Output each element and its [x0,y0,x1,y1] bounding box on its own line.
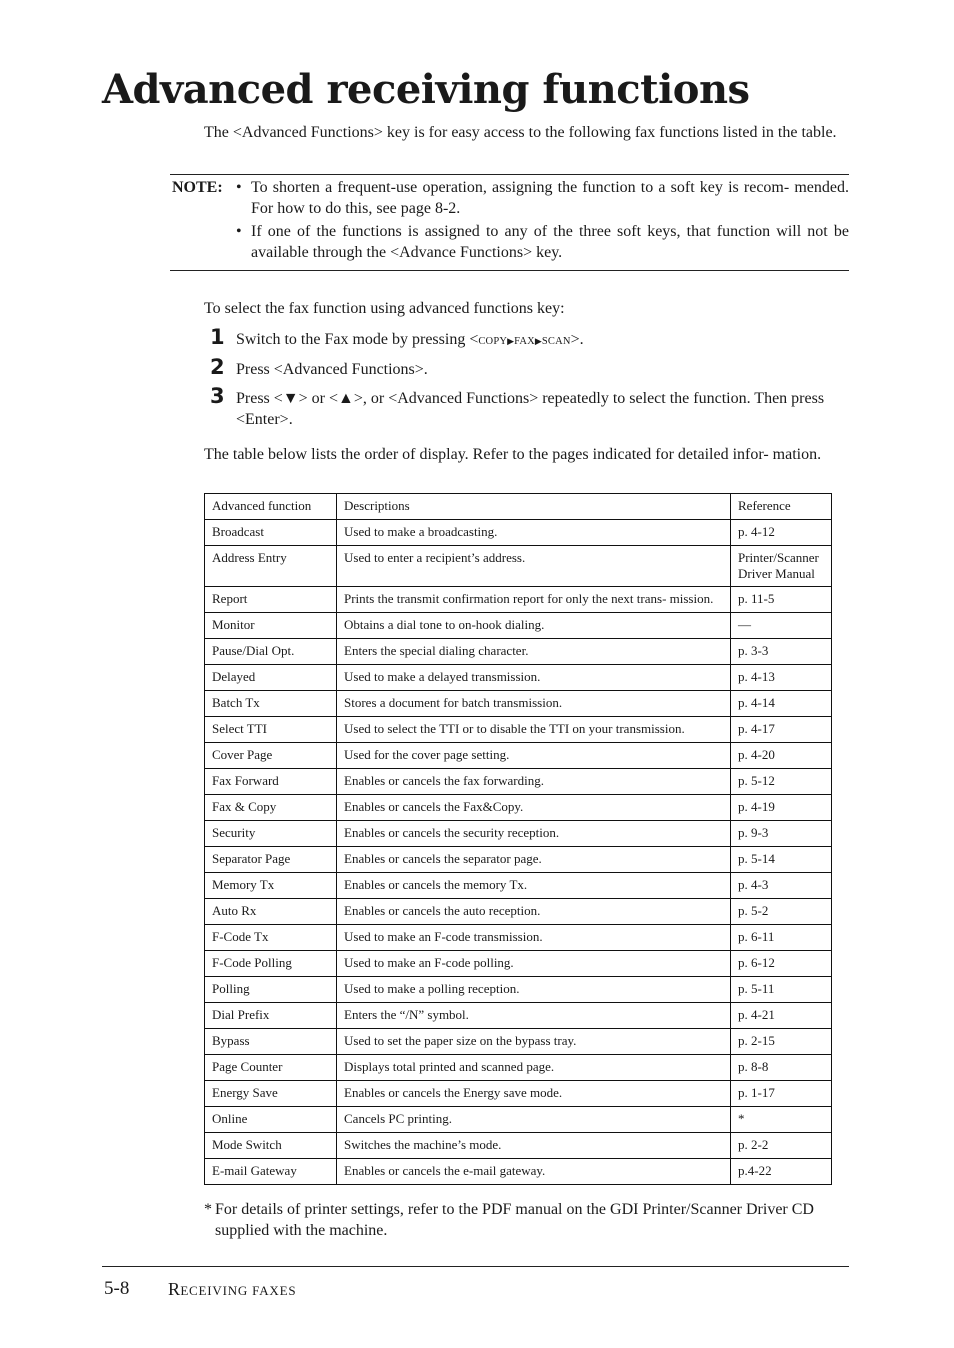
function-cell: Auto Rx [205,899,337,925]
description-cell: Used to make a polling reception. [337,977,731,1003]
description-cell: Enters the “/N” symbol. [337,1003,731,1029]
description-cell: Used to enter a recipient’s address. [337,546,731,587]
note-label: NOTE: [172,179,223,196]
table-header-row [205,494,832,520]
table-row [205,873,832,899]
functions-table [204,493,832,1185]
description-cell: Used to set the paper size on the bypass tray. [337,1029,731,1055]
table-row [205,769,832,795]
table-row [205,520,832,546]
arrow-right-icon: ▶ [534,336,542,346]
note-item-text: To shorten a frequent-use operation, assigning the function to a soft key is recom- mended. For how to do this, see page 8-2. [251,179,849,217]
reference-cell: Printer/Scanner Driver Manual [731,546,832,587]
function-cell: Page Counter [205,1055,337,1081]
section-initial: R [168,1279,181,1299]
step-2 [210,355,850,380]
reference-cell: p. 5-11 [731,977,832,1003]
step-1 [210,325,850,352]
function-cell: E-mail Gateway [205,1159,337,1185]
function-cell: Mode Switch [205,1133,337,1159]
reference-cell: p. 2-2 [731,1133,832,1159]
description-cell: Stores a document for batch transmission. [337,691,731,717]
page-number: 5-8 [104,1278,130,1299]
note-box [170,174,849,271]
table-row [205,847,832,873]
table-row [205,1003,832,1029]
section-title [168,1279,296,1300]
function-cell: Monitor [205,613,337,639]
function-cell: Broadcast [205,520,337,546]
footnote-text: For details of printer settings, refer to the PDF manual on the GDI Printer/Scanner Driver CD supplied with the machine. [215,1201,814,1239]
intro-paragraph: The <Advanced Functions> key is for easy access to the following fax functions listed in the table. [204,124,837,141]
table-row [205,1107,832,1133]
mode-fax: FAX [514,336,535,347]
description-cell: Prints the transmit confirmation report for only the next trans- mission. [337,587,731,613]
description-cell: Switches the machine’s mode. [337,1133,731,1159]
step-number: 2 [210,355,225,379]
table-row [205,639,832,665]
table-row [205,1029,832,1055]
reference-cell: p. 4-20 [731,743,832,769]
description-cell: Enables or cancels the Fax&Copy. [337,795,731,821]
note-item [236,221,849,263]
description-cell: Enables or cancels the fax forwarding. [337,769,731,795]
function-cell: Batch Tx [205,691,337,717]
table-row [205,925,832,951]
description-cell: Enables or cancels the auto reception. [337,899,731,925]
reference-cell: p. 6-11 [731,925,832,951]
reference-cell: p. 9-3 [731,821,832,847]
reference-cell: p. 2-15 [731,1029,832,1055]
column-header-function: Advanced function [205,494,337,520]
table-row [205,795,832,821]
function-cell: Report [205,587,337,613]
function-cell: Address Entry [205,546,337,587]
reference-cell: p. 3-3 [731,639,832,665]
description-cell: Used for the cover page setting. [337,743,731,769]
reference-cell: p. 4-14 [731,691,832,717]
table-row [205,1133,832,1159]
function-cell: Bypass [205,1029,337,1055]
function-cell: Fax Forward [205,769,337,795]
reference-cell: p. 8-8 [731,1055,832,1081]
step-text [210,325,850,352]
column-header-reference: Reference [731,494,832,520]
table-row [205,821,832,847]
table-row [205,951,832,977]
step-text: Press <▼> or <▲>, or <Advanced Functions> repeatedly to select the function. Then press <Enter>. [236,390,825,428]
function-cell: Pause/Dial Opt. [205,639,337,665]
step-text: Press <Advanced Functions>. [236,361,428,378]
function-cell: F-Code Polling [205,951,337,977]
table-row [205,1159,832,1185]
function-cell: Select TTI [205,717,337,743]
reference-cell: p. 4-17 [731,717,832,743]
reference-cell: p. 4-13 [731,665,832,691]
description-cell: Used to select the TTI or to disable the TTI on your transmission. [337,717,731,743]
reference-cell: p. 5-14 [731,847,832,873]
description-cell: Enables or cancels the memory Tx. [337,873,731,899]
table-row [205,717,832,743]
arrow-right-icon: ▶ [507,336,515,346]
footnote-mark: * [204,1201,212,1218]
description-cell: Enables or cancels the separator page. [337,847,731,873]
table-row [205,546,832,587]
section-rest: ECEIVING FAXES [180,1283,297,1298]
reference-cell: p. 6-12 [731,951,832,977]
table-row [205,1055,832,1081]
footnote [204,1199,844,1241]
reference-cell: p. 4-21 [731,1003,832,1029]
function-cell: Dial Prefix [205,1003,337,1029]
table-row [205,1081,832,1107]
function-cell: Cover Page [205,743,337,769]
step-3 [210,384,850,430]
function-cell: Delayed [205,665,337,691]
reference-cell: p.4-22 [731,1159,832,1185]
function-cell: Online [205,1107,337,1133]
reference-cell: p. 1-17 [731,1081,832,1107]
page-title: Advanced receiving functions [102,66,750,113]
description-cell: Used to make an F-code transmission. [337,925,731,951]
function-cell: Energy Save [205,1081,337,1107]
table-intro: The table below lists the order of display. Refer to the pages indicated for detailed infor- mation. [204,446,822,463]
description-cell: Enables or cancels the Energy save mode. [337,1081,731,1107]
reference-cell: p. 4-3 [731,873,832,899]
reference-cell: p. 5-2 [731,899,832,925]
step-text-part: >. [570,331,584,348]
reference-cell: — [731,613,832,639]
bullet-icon: • [236,179,242,196]
table-row [205,743,832,769]
description-cell: Enters the special dialing character. [337,639,731,665]
function-cell: Fax & Copy [205,795,337,821]
description-cell: Used to make a broadcasting. [337,520,731,546]
step-number: 3 [210,384,225,408]
description-cell: Used to make an F-code polling. [337,951,731,977]
table-row [205,977,832,1003]
function-cell: F-Code Tx [205,925,337,951]
step-text-part: Switch to the Fax mode by pressing < [236,331,479,348]
function-cell: Separator Page [205,847,337,873]
table-row [205,665,832,691]
reference-cell: p. 5-12 [731,769,832,795]
footer-divider [102,1266,849,1267]
note-item-text: If one of the functions is assigned to any of the three soft keys, that function will not be available through the <Advance Functions> key. [251,223,849,261]
function-cell: Security [205,821,337,847]
reference-cell: p. 4-12 [731,520,832,546]
table-row [205,587,832,613]
description-cell: Used to make a delayed transmission. [337,665,731,691]
note-item [236,177,849,219]
step-number: 1 [210,325,225,349]
description-cell: Enables or cancels the security reception. [337,821,731,847]
reference-cell: p. 11-5 [731,587,832,613]
function-cell: Memory Tx [205,873,337,899]
steps-lead: To select the fax function using advanced functions key: [204,300,565,317]
mode-copy: COPY [478,336,508,347]
description-cell: Displays total printed and scanned page. [337,1055,731,1081]
description-cell: Enables or cancels the e-mail gateway. [337,1159,731,1185]
column-header-description: Descriptions [337,494,731,520]
reference-cell: * [731,1107,832,1133]
mode-scan: SCAN [541,336,571,347]
table-row [205,613,832,639]
description-cell: Obtains a dial tone to on-hook dialing. [337,613,731,639]
table-row [205,691,832,717]
function-cell: Polling [205,977,337,1003]
bullet-icon: • [236,223,242,240]
table-row [205,899,832,925]
description-cell: Cancels PC printing. [337,1107,731,1133]
reference-cell: p. 4-19 [731,795,832,821]
